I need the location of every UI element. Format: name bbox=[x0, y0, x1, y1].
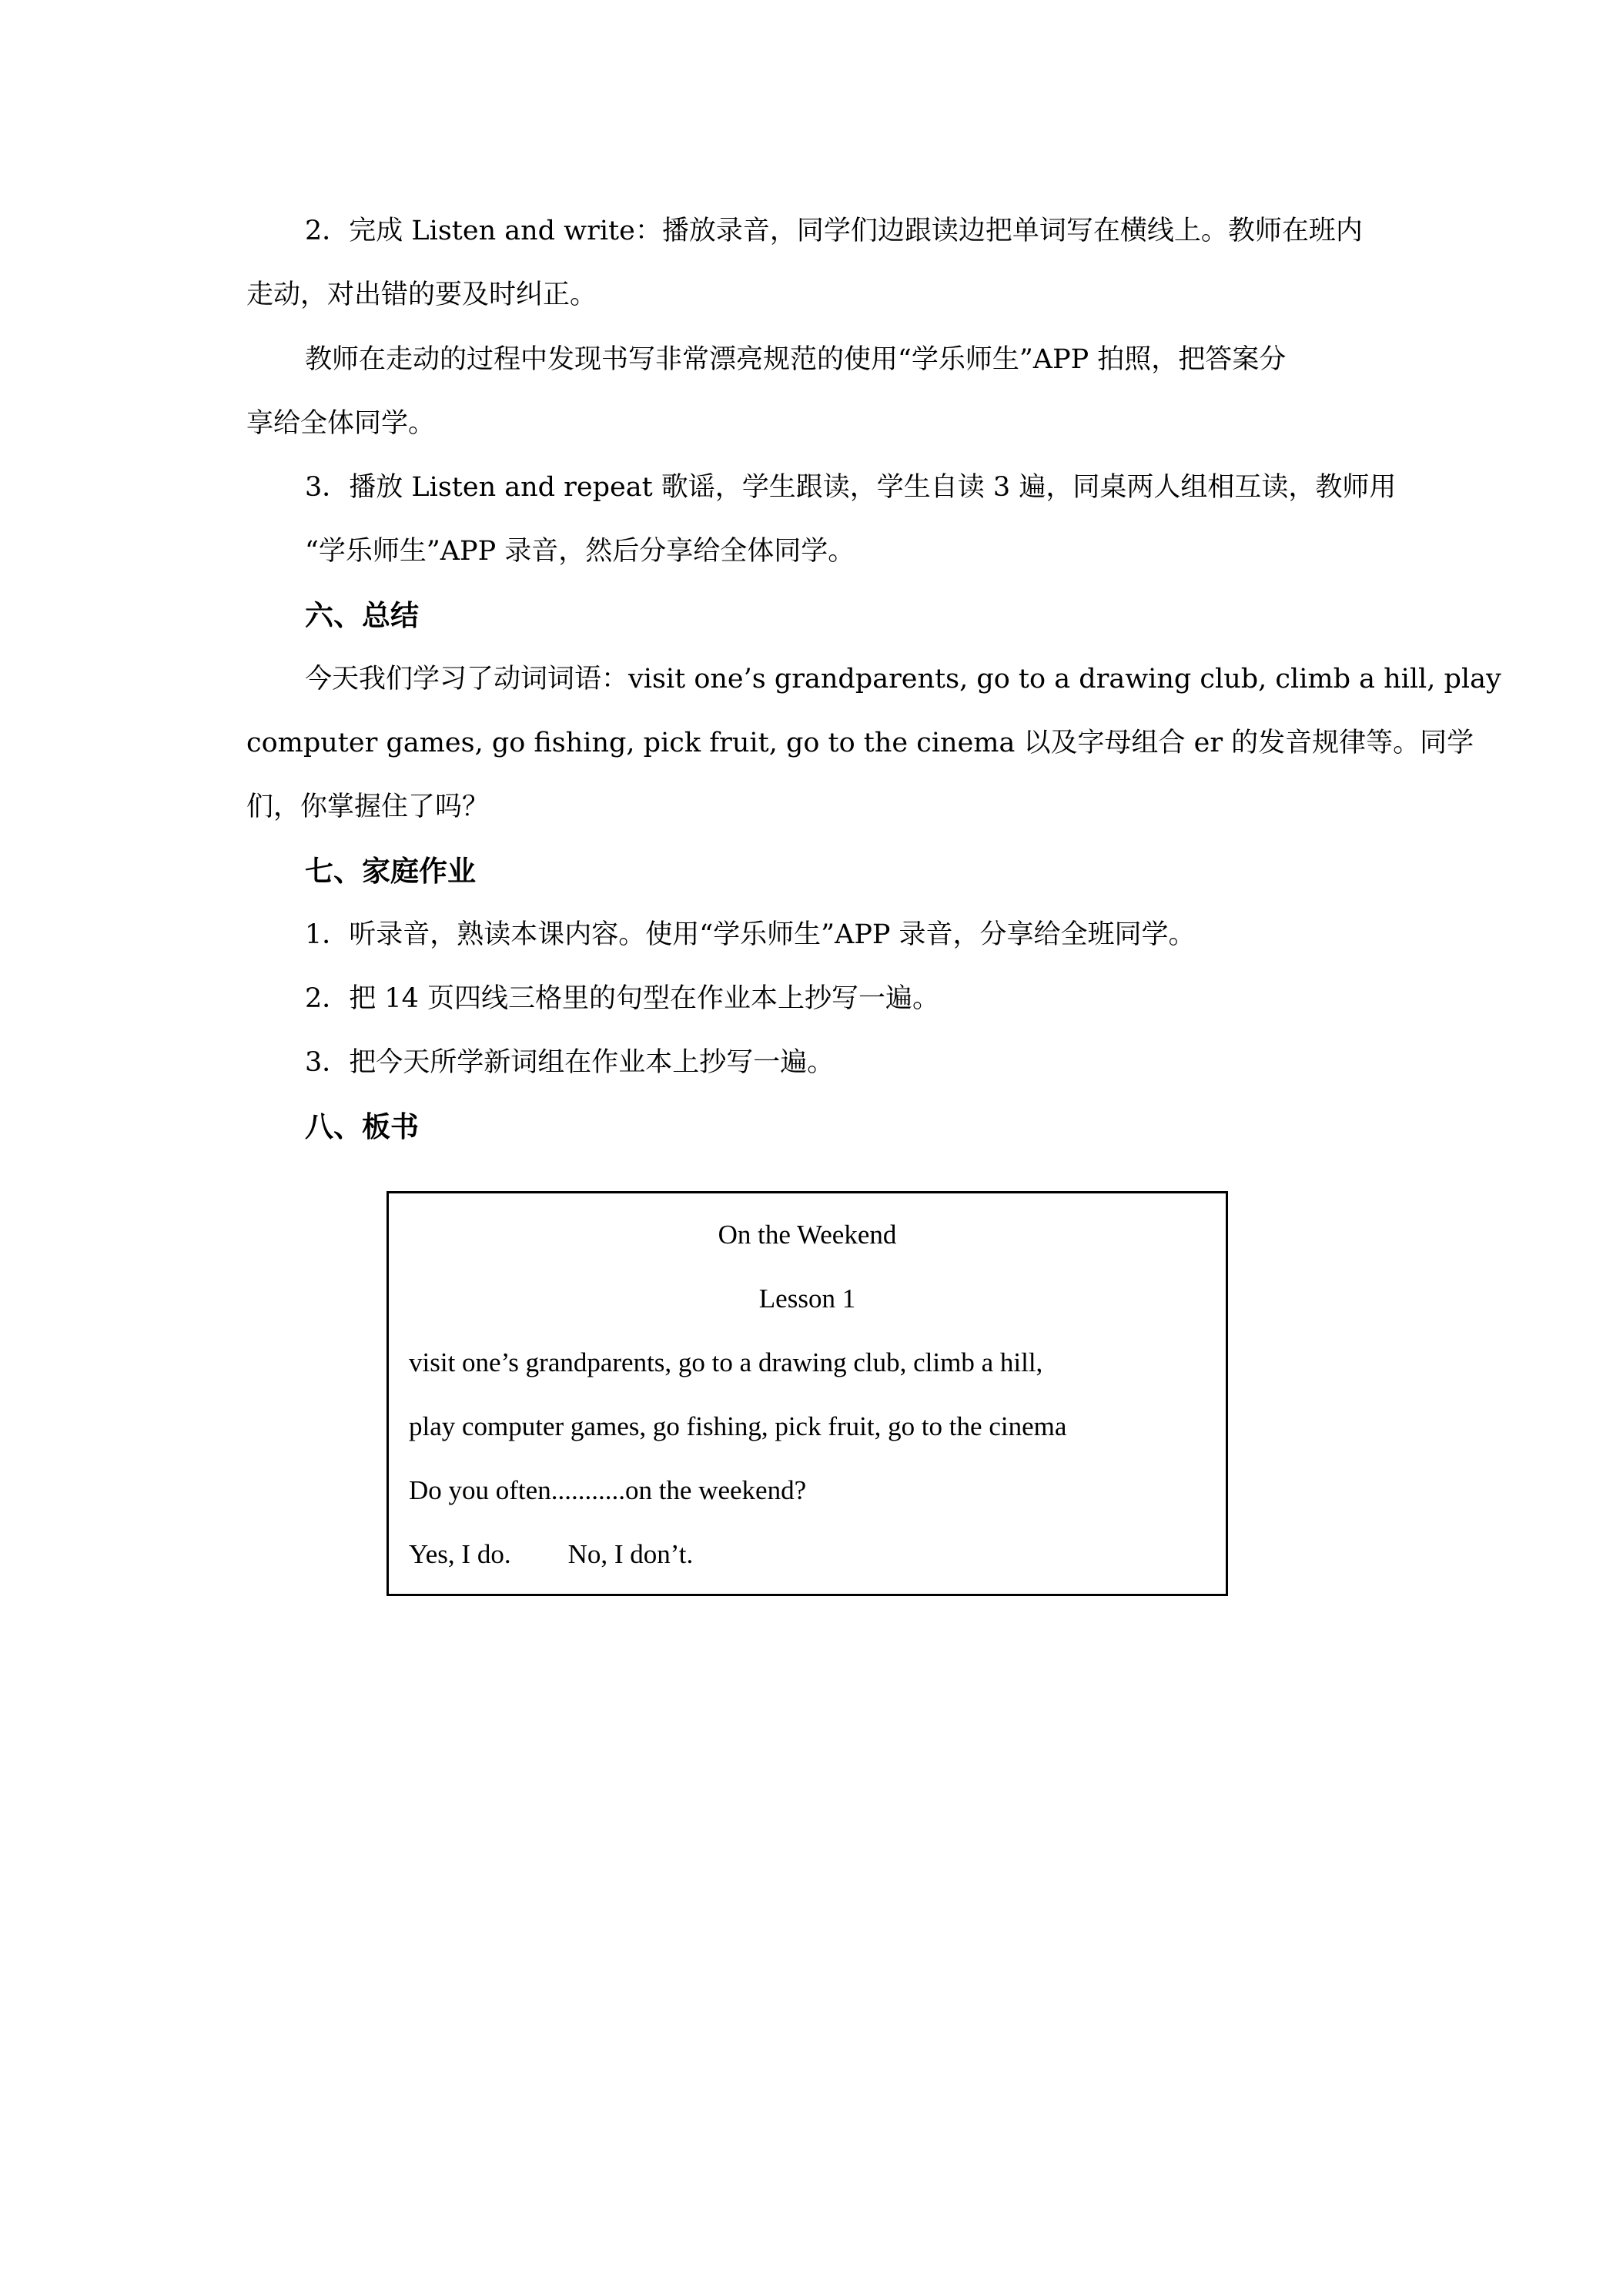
paragraph-listen-write-line1: 2．完成 Listen and write：播放录音，同学们边跟读边把单词写在横线上。教师在班内 bbox=[305, 216, 1363, 246]
section-heading-summary: 六、总结 bbox=[305, 598, 419, 632]
homework-item-2: 2．把 14 页四线三格里的句型在作业本上抄写一遍。 bbox=[305, 983, 940, 1014]
paragraph-listen-repeat-line2: “学乐师生”APP 录音，然后分享给全体同学。 bbox=[305, 536, 855, 567]
board-question: Do you often...........on the weekend? bbox=[409, 1475, 807, 1505]
board-title: On the Weekend bbox=[718, 1220, 897, 1250]
summary-line1: 今天我们学习了动词词语：visit one’s grandparents, go to a drawing club, climb a hill, play bbox=[305, 664, 1501, 694]
board-answers bbox=[409, 1536, 693, 1573]
board-phrases-line1: visit one’s grandparents, go to a drawing club, climb a hill, bbox=[409, 1347, 1043, 1377]
board-phrases-line2: play computer games, go fishing, pick fruit, go to the cinema bbox=[409, 1411, 1067, 1441]
paragraph-photo-line1: 教师在走动的过程中发现书写非常漂亮规范的使用“学乐师生”APP 拍照，把答案分 bbox=[305, 344, 1287, 375]
homework-item-1: 1．听录音，熟读本课内容。使用“学乐师生”APP 录音，分享给全班同学。 bbox=[305, 919, 1196, 950]
board-lesson: Lesson 1 bbox=[758, 1284, 856, 1314]
paragraph-listen-write-line2: 走动，对出错的要及时纠正。 bbox=[246, 279, 597, 310]
summary-line2: computer games, go fishing, pick fruit, go to the cinema 以及字母组合 er 的发音规律等。同学 bbox=[246, 728, 1474, 758]
summary-line3: 们，你掌握住了吗？ bbox=[246, 792, 490, 822]
paragraph-listen-repeat-line1: 3．播放 Listen and repeat 歌谣，学生跟读，学生自读 3 遍，同桌两人组相互读，教师用 bbox=[305, 472, 1397, 503]
section-heading-homework: 七、家庭作业 bbox=[305, 854, 476, 888]
board-answer-no: No, I don’t. bbox=[567, 1539, 694, 1569]
board-answer-yes: Yes, I do. bbox=[409, 1539, 511, 1569]
paragraph-photo-line2: 享给全体同学。 bbox=[246, 408, 436, 439]
blackboard-box bbox=[387, 1191, 1228, 1596]
homework-item-3: 3．把今天所学新词组在作业本上抄写一遍。 bbox=[305, 1047, 835, 1078]
section-heading-blackboard: 八、板书 bbox=[305, 1110, 419, 1143]
